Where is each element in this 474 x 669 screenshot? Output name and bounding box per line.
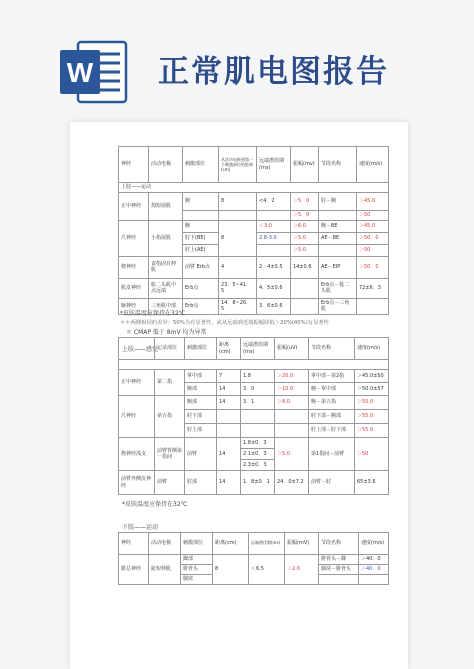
table-row [119,192,389,210]
table-cell: 正中神经 [119,370,155,396]
table-cell: 前臂外侧皮神经 [119,471,155,495]
table-row [119,360,389,370]
table-row [119,396,389,410]
table-cell [257,244,291,256]
table-cell: 桡神经浅支 [119,438,155,471]
table-cell: ＞5．0 [291,210,319,220]
table-cell: 3．0 [241,383,275,396]
table-row [119,256,389,278]
table-cell: 第五指 [155,396,185,438]
table-row [119,471,389,495]
table-cell: 三角肌中部 [149,298,183,314]
table-cell: 腓骨头－踝 [319,555,359,565]
col-header: 远端潜伏期(ms) [257,147,291,183]
table-cell: 趾短伸肌 [149,555,181,585]
table-cell: ＞55.0 [355,424,389,438]
table-cell [359,575,389,585]
col-header: 振幅(mV) [285,533,319,555]
table-cell: 肌皮神经 [119,278,149,298]
table-cell: 1．8±0．1 [241,471,275,495]
table-cell: ＞50．0 [357,256,389,278]
table-cell: 第1指间－前臂 [309,438,355,471]
table-cell [217,410,241,424]
col-header: 刺激部位 [183,147,219,183]
table-cell: 7 [217,370,241,383]
table-cell: 腕 [183,192,219,210]
table-row [119,370,389,383]
table-cell: 拇短展肌 [149,192,183,220]
table-cell: 14 [217,396,241,410]
table-cell: 第二指 [155,370,185,396]
col-header: 距离(cm) [213,533,249,555]
col-header: 从活动电极到第一个刺激部位的距离(cm) [219,147,257,183]
table-cell: 肘部 [185,471,217,495]
table-caption: 上肢——运动 [119,183,389,193]
table-cell: ＞6.0 [291,220,319,232]
table-cell [275,410,309,424]
table-cell: 桡神经 [119,256,149,278]
table-cell: ＞55.0 [355,396,389,410]
table-cell: 2.1±0．3 [241,449,275,460]
col-header: 节段名称 [309,338,355,360]
table-row [119,183,389,193]
table-cell: 腕－掌中部 [309,383,355,396]
table-cell: 3．1 [241,396,275,410]
table-cell: Erb点 [183,298,219,314]
table-cell: ＞50 [357,244,389,256]
table-cell: 前臂－肘 [309,471,355,495]
table-cell: 3．6±0.6 [257,298,291,314]
table-row [119,555,389,565]
spacer-row [119,360,389,370]
section-caption: 下肢——运动 [122,524,159,531]
table-cell: 14．8~26．5 [219,298,257,314]
table-cell: 肘下部 [185,410,217,424]
table-cell: 14±0.6 [291,256,319,278]
table-cell: 腋神经 [119,298,149,314]
table-cell: ＞10.0 [275,383,309,396]
table-cell: ＞50 [355,438,389,471]
col-header: 刺激部位 [181,533,213,555]
table-cell [183,210,219,220]
table-header-row [119,533,389,555]
table-cell [291,298,319,314]
table-cell: Erb点－肱二头肌 [319,278,357,298]
table-cell: 腘窝 [181,575,213,585]
table-cell: 前臂 [155,471,185,495]
table-cell: 2.3±0．3 [241,460,275,471]
col-header: 刺激部位 [185,338,217,360]
table-cell: ＞40．0 [359,555,389,565]
table-cell: ＞40．0 [359,565,389,575]
upper-limb-sensory-table [118,337,389,495]
col-header: 速度(m/s) [355,338,389,360]
table-cell: 肱二头肌中点远端 [149,278,183,298]
table-cell: ＜6.5 [249,555,285,585]
col-header: 节段名称 [319,533,359,555]
col-header: 记录部位 [155,338,185,360]
table-cell: 食指固有伸肌 [149,256,183,278]
table-header-row [119,147,389,183]
table-cell: 23．5~41．5 [219,278,257,298]
col-header: 神经 [119,533,149,555]
table-cell [241,424,275,438]
table-cell [319,210,357,220]
table-cell: 腓骨头 [181,565,213,575]
table-cell: <4．2 [257,192,291,210]
table-cell: 14 [217,438,241,471]
table-cell: ＞50．0 [357,232,389,244]
table-cell: ＞5.0 [291,232,319,244]
table-row [119,438,389,449]
table-cell: 肘下部－腕部 [309,410,355,424]
table-cell: 2.8-3.0 [257,232,291,244]
table-cell [241,410,275,424]
upper-limb-motor-table [118,146,389,315]
col-header: 速度(m/s) [359,533,389,555]
table-cell: AE－BE [319,232,357,244]
col-header: 距离(cm) [217,338,241,360]
asymmetry-note: ＊＊两侧相同的差异：50%为有显著性，或从远端到近端振幅降低＞20%(40%)有显著性 [120,320,329,326]
col-header: 速度(m/s) [357,147,389,183]
cell-text: Erb点 [196,263,210,270]
table-cell: 1.8±0．3 [241,438,275,449]
table-cell: AE－EIP [319,256,357,278]
table-cell: 掌中部 [185,370,217,383]
table-cell: ＞2.0 [285,555,319,585]
table-cell [275,424,309,438]
table-cell [217,424,241,438]
cmap-note: ＊ CMAP 低于 8mV 均为异常 [126,329,207,336]
table-cell: 腘窝－腓骨头 [319,565,359,575]
table-cell: 前臂 [185,438,217,471]
table-row [119,278,389,298]
table-cell: 4．5±0.6 [257,278,291,298]
table-cell: 14 [217,471,241,495]
header [0,0,474,112]
table-cell: ＞45.0 [357,220,389,232]
section-caption: 上肢——感觉 [122,346,159,353]
table-cell: 正中神经 [119,192,149,220]
cell-text: 前臂 [185,263,196,270]
col-header: 远端潜伏期(ms) [249,533,285,555]
word-icon [58,38,130,106]
table-cell: 小指展肌 [149,220,183,256]
table-cell: 24．0±7.2 [275,471,309,495]
table-cell: Erb点－三角肌 [319,298,357,314]
table-cell: 肘上部 [185,424,217,438]
temperature-note: *皮肤温度应保持在32℃ [120,310,186,317]
page-title: 正常肌电图报告 [158,54,389,90]
table-cell: 前臂背侧第一指间 [155,438,185,471]
table-cell: 肘－腕 [319,192,357,210]
table-cell: Erb点 [183,278,219,298]
table-cell: 4 [219,256,257,278]
col-header [119,338,155,360]
table-cell: 1.8 [241,370,275,383]
col-header: 神经 [119,147,149,183]
table-cell: ＞5．0 [291,192,319,210]
col-header: 振幅(uV) [275,338,309,360]
table-cell [319,575,359,585]
table-cell: ＞50.0±57 [355,383,389,396]
table-cell: 72±6．3 [357,278,389,298]
table-cell: ＞5.0 [291,244,319,256]
table-cell [257,210,291,220]
table-cell: 8 [219,220,257,256]
table-cell: ＞8.0 [275,396,309,410]
col-header: 节段名称 [319,147,357,183]
table-cell: 腕 [183,220,219,232]
table-cell: ＜3.0 [257,220,291,232]
table-cell: 8 [219,192,257,210]
svg-text:W: W [66,57,94,88]
lower-limb-motor-table [118,532,389,585]
table-cell: 14 [217,383,241,396]
table-cell [319,244,357,256]
table-cell: 腕－第五指 [309,396,355,410]
table-header-row [119,338,389,360]
table-cell: ＞45.0 [357,192,389,210]
table-cell: ＞5.0 [275,438,309,471]
col-header: 活动电极 [149,533,181,555]
col-header: 远端潜伏期(ms) [241,338,275,360]
table-cell: 尺神经 [119,220,149,256]
table-cell [183,256,219,278]
table-cell: ＞55.0 [355,410,389,424]
table-cell: 腕部 [185,383,217,396]
table-cell: ＞45.0±50 [355,370,389,383]
document-page [70,122,408,669]
table-cell: 踝部 [181,555,213,565]
table-cell: 65±3.6 [355,471,389,495]
table-cell: ＞50 [357,210,389,220]
table-cell: 肘上(AE) [183,244,219,256]
table-cell: 腓总神经 [119,555,149,585]
table-cell [291,278,319,298]
col-header: 振幅(mv) [291,147,319,183]
table-cell: 腕－BE [319,220,357,232]
table-cell: 8 [213,555,249,585]
table-row [119,220,389,232]
temperature-note-2: *皮肤温度应保持在32℃ [122,501,188,508]
table-cell: 肘下(BE) [183,232,219,244]
table-cell: 2．4±0.5 [257,256,291,278]
table-cell [357,298,389,314]
table-cell: ＞20.0 [275,370,309,383]
table-cell: 尺神经 [119,396,155,438]
col-header: 活动电极 [149,147,183,183]
table-cell: 腕部 [185,396,217,410]
table-cell [219,210,257,220]
table-cell: 掌中部－第2指 [309,370,355,383]
table-cell: 肘上部－肘下部 [309,424,355,438]
